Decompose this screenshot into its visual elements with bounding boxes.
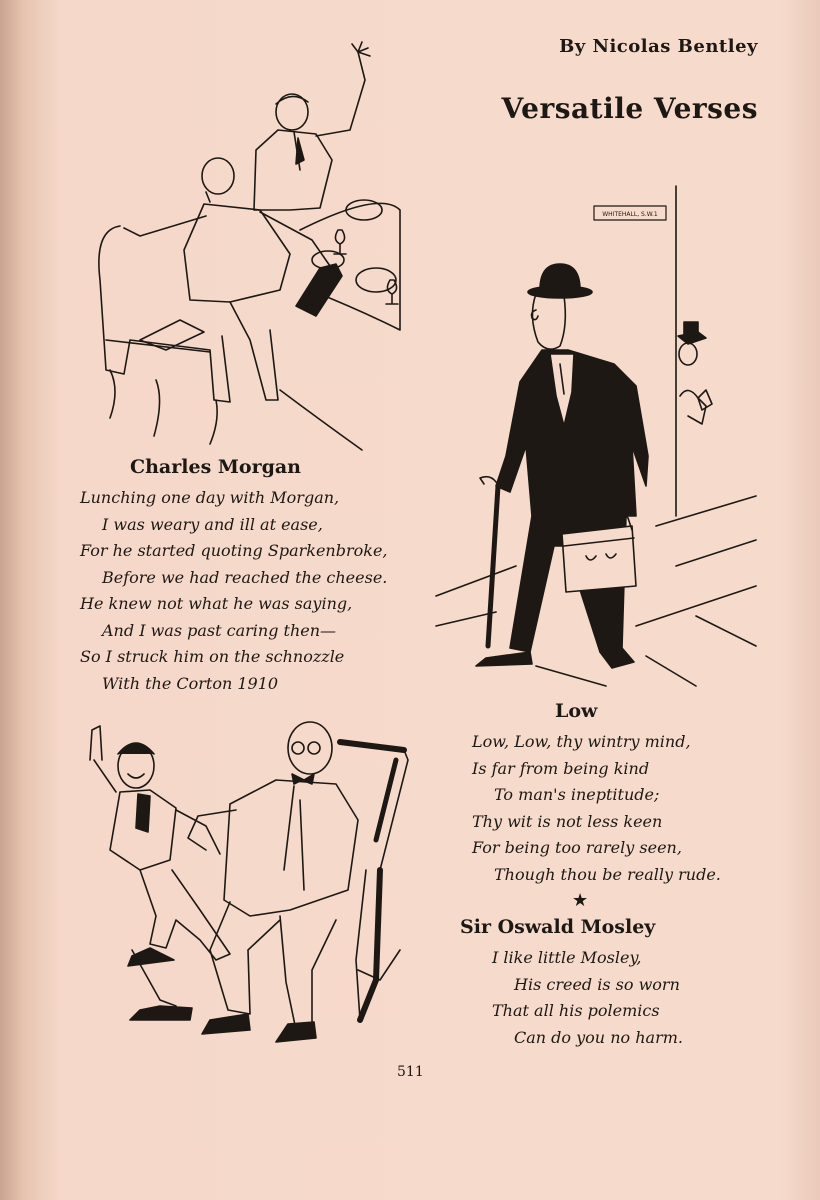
verse-line: And I was past caring then— (102, 620, 337, 640)
poem-low (472, 729, 721, 888)
page-number: 511 (397, 1064, 424, 1080)
verse-line: Before we had reached the cheese. (102, 567, 388, 587)
poem-title-charles-morgan: Charles Morgan (130, 456, 301, 478)
verse-line: Low, Low, thy wintry mind, (472, 732, 691, 751)
verse-line: With the Corton 1910 (102, 673, 279, 693)
verse-line: To man's ineptitude; (494, 785, 660, 804)
verse-line: Though thou be really rude. (494, 864, 721, 884)
verse-line: I was weary and ill at ease, (102, 514, 323, 534)
page-title: Versatile Verses (501, 92, 758, 125)
verse-line: Can do you no harm. (514, 1027, 683, 1047)
illustration-two-men-chair (80, 720, 420, 1060)
poem-charles-morgan (80, 485, 388, 697)
star-separator: ★ (572, 890, 589, 911)
verse-line: That all his polemics (492, 1001, 660, 1020)
verse-line: He knew not what he was saying, (80, 594, 353, 613)
verse-line: I like little Mosley, (492, 948, 642, 967)
verse-line: His creed is so worn (514, 974, 680, 994)
poem-title-oswald-mosley: Sir Oswald Mosley (460, 916, 656, 938)
illustration-bowler-gentleman (436, 186, 756, 686)
verse-line: Lunching one day with Morgan, (80, 488, 340, 507)
verse-line: Thy wit is not less keen (472, 811, 663, 831)
street-sign: WHITEHALL, S.W.1 (602, 211, 658, 218)
byline: By Nicolas Bentley (559, 36, 758, 57)
verse-line: So I struck him on the schnozzle (80, 647, 345, 666)
verse-line: Is far from being kind (472, 758, 650, 778)
verse-line: For being too rarely seen, (472, 838, 682, 857)
poem-oswald-mosley (492, 945, 683, 1051)
illustration-dining-scene (80, 40, 400, 460)
poem-title-low: Low (555, 700, 598, 722)
verse-line: For he started quoting Sparkenbroke, (80, 541, 388, 560)
